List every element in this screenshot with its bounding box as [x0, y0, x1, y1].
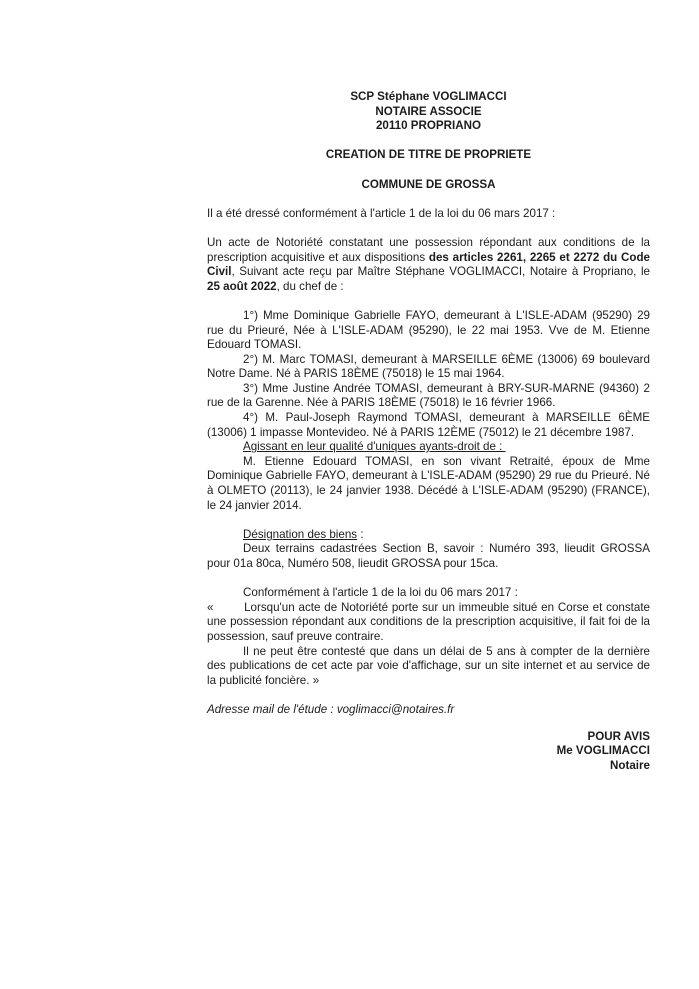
citation-paragraph-1: [207, 601, 650, 645]
acte-paragraph: [207, 236, 650, 294]
document-body: [207, 207, 650, 718]
text-run: Désignation des biens: [243, 527, 358, 541]
text-run: :: [357, 527, 364, 541]
designation-paragraph: [207, 542, 650, 571]
text-run: Deux terrains cadastrées Section B, savoir : Numéro 393, lieudit GROSSA pour 01a 80ca, Numéro 508, lieudit GROSSA pour 15ca.: [207, 542, 650, 570]
text-run: 1°) Mme Dominique Gabrielle FAYO, demeurant à L'ISLE-ADAM (95290) 29 rue du Prieuré, Née à L'ISLE-ADAM (95290), le 22 mai 1953. Vve de M. Etienne Edouard TOMASI.: [207, 308, 650, 352]
text-run: 3°) Mme Justine Andrée TOMASI, demeurant à BRY-SUR-MARNE (94360) 2 rue de la Garenne. Née à PARIS 18ÈME (75018) le 16 février 1966.: [207, 381, 650, 410]
designation-heading: [207, 528, 650, 543]
citation-paragraph-2: [207, 645, 650, 689]
text-run: 4°) M. Paul-Joseph Raymond TOMASI, demeurant à MARSEILLE 6ÈME (13006) 1 impasse Montevideo. Né à PARIS 12ÈME (75012) le 21 décembre 1987.: [207, 411, 650, 439]
defunt-paragraph: [207, 455, 650, 513]
header-block: [207, 90, 650, 134]
text-run: Il a été dressé conformément à l'article 1 de la loi du 06 mars 2017 :: [207, 206, 556, 220]
heir-item-2: [207, 353, 650, 382]
office-role: NOTAIRE ASSOCIE: [375, 104, 482, 118]
agissant-heading: [207, 440, 650, 455]
office-name: SCP Stéphane VOGLIMACCI: [350, 90, 507, 103]
text-run: M. Etienne Edouard TOMASI, en son vivant Retraité, époux de Mme Dominique Gabrielle FAYO, demeurant à L'ISLE-ADAM (95290) 29 rue du Prieuré. Né à OLMETO (20113), le 24 janvier 1938. Décédé à L'ISLE-ADAM (95290) (FRANCE), le 24 janvier 2014.: [207, 454, 650, 512]
document-title: CREATION DE TITRE DE PROPRIETE: [325, 148, 532, 162]
text-run: Il ne peut être contesté que dans un délai de 5 ans à compter de la dernière des publications de cet acte par voie d'affichage, sur un site internet et au service de la publicité foncière. »: [207, 644, 650, 687]
text-run: , du chef de :: [276, 279, 344, 293]
text-run: Un acte de Notoriété constatant une possession répondant aux conditions de la prescription acquisitive et aux dispositions: [207, 235, 650, 264]
heir-item-3: [207, 382, 650, 411]
heir-item-1: [207, 309, 650, 353]
text-run: Conformément à l'article 1 de la loi du 06 mars 2017 :: [243, 586, 518, 600]
text-run: Agissant en leur qualité d'uniques ayants-droit de :: [243, 440, 506, 454]
text-run: 2°) M. Marc TOMASI, demeurant à MARSEILLE 6ÈME (13006) 69 boulevard Notre Dame. Né à PARIS 18ÈME (75018) le 15 mai 1964.: [207, 352, 650, 381]
text-run: « Lorsqu'un acte de Notoriété porte sur un immeuble situé en Corse et constate une possession répondant aux conditions de la prescription acquisitive, il fait foi de la possession, sauf preuve contraire.: [207, 600, 650, 643]
intro-paragraph: [207, 207, 650, 222]
text-run: , Suivant acte reçu par Maître Stéphane VOGLIMACCI, Notaire à Propriano, le: [231, 265, 650, 279]
email-paragraph: [207, 703, 650, 718]
heir-item-4: [207, 411, 650, 440]
text-run: des articles 2261, 2265 et 2272 du Code Civil: [207, 250, 651, 279]
conformement-paragraph: [207, 586, 650, 601]
signature-pour-avis: POUR AVIS: [587, 729, 650, 743]
email-address: Adresse mail de l'étude : voglimacci@notaires.fr: [207, 702, 455, 716]
signature-notary-title: Notaire: [610, 758, 650, 772]
document-subtitle: COMMUNE DE GROSSA: [361, 177, 496, 191]
signature-block: [207, 730, 650, 774]
signature-notary-name: Me VOGLIMACCI: [556, 744, 650, 758]
text-run: 25 août 2022: [207, 279, 277, 293]
office-city: 20110 PROPRIANO: [375, 119, 482, 133]
notarial-notice: [207, 90, 650, 773]
